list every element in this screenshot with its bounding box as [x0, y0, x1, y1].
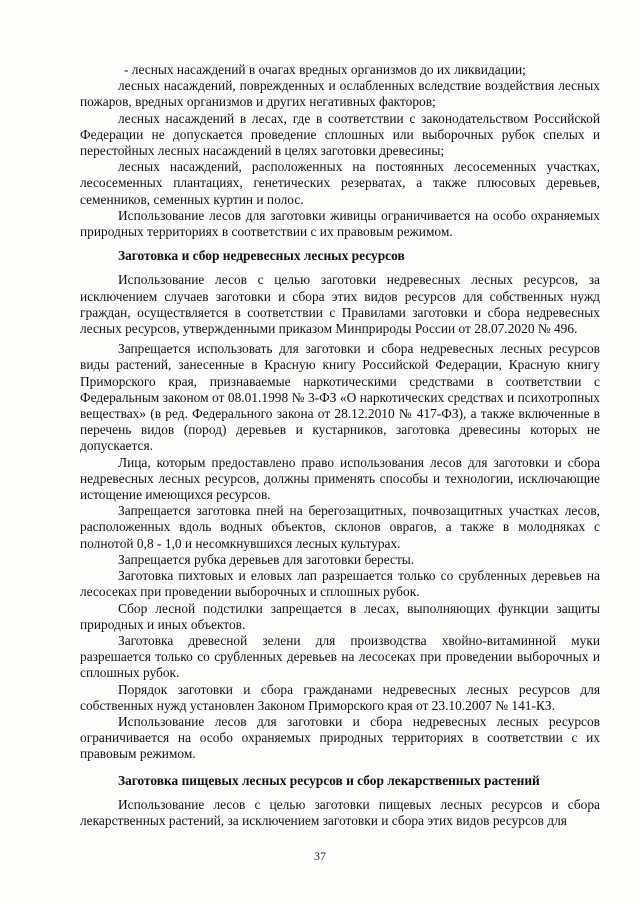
- paragraph-middle-6: Заготовка пихтовых и еловых лап разрешается только со срубленных деревьев на лесосеках при проведении выборочных и сплошных рубок.: [80, 568, 600, 600]
- paragraph-middle-5: Запрещается рубка деревьев для заготовки бересты.: [118, 551, 415, 567]
- paragraph-middle-2: Запрещается использовать для заготовки и сбора недревесных лесных ресурсов виды растений, занесенные в Красную книгу Российской Федерации, Красную книгу Приморского края, признаваемые наркотическими средствами в соответствии с Федеральным законом от 08.01.1998 № 3-ФЗ «О наркотических средствах и психотропных веществах» (в ред. Федерального закона от 28.12.2010 № 417-ФЗ), а также включенные в перечень видов (пород) деревьев и кустарников, заготовка древесины которых не допускается.: [80, 341, 600, 454]
- page-number: 37: [314, 849, 326, 863]
- paragraph-middle-1: Использование лесов с целью заготовки недревесных лесных ресурсов, за исключением случаев заготовки и сбора этих видов ресурсов для собственных нужд граждан, осуществляется в соответствии с Правилами заготовки и сбора недревесных лесных ресурсов, утвержденными приказом Минприроды России от 28.07.2020 № 496.: [80, 272, 600, 337]
- paragraph-top-5: Использование лесов для заготовки живицы ограничивается на особо охраняемых природных территориях в соответствии с их правовым режимом.: [80, 207, 600, 240]
- paragraph-top-3: лесных насаждений в лесах, где в соответствии с законодательством Российской Федерации не допускается проведение сплошных или выборочных рубок спелых и перестойных лесных насаждений в целях заготовки древесины;: [80, 110, 600, 159]
- paragraph-middle-8: Заготовка древесной зелени для производства хвойно-витаминной муки разрешается только со срубленных деревьев на лесосеках при проведении выборочных и сплошных рубок.: [80, 632, 600, 681]
- paragraph-middle-3: Лица, которым предоставлено право использования лесов для заготовки и сбора недревесных лесных ресурсов, должны применять способы и технологии, исключающие истощение имеющихся ресурсов.: [80, 454, 600, 503]
- paragraph-middle-10: Использование лесов для заготовки и сбора недревесных лесных ресурсов ограничивается на особо охраняемых природных территориях в соответствии с их правовым режимом.: [80, 713, 600, 762]
- paragraph-top-1: - лесных насаждений в очагах вредных организмов до их ликвидации;: [124, 62, 526, 77]
- paragraph-top-4: лесных насаждений, расположенных на постоянных лесосеменных участках, лесосеменных плантациях, генетических резерватах, а также плюсовых деревьев, семенников, семенных куртин и полос.: [80, 159, 600, 207]
- paragraph-middle-7: Сбор лесной подстилки запрещается в лесах, выполняющих функции защиты природных и иных объектов.: [80, 600, 600, 632]
- section-heading-food-resources: Заготовка пищевых лесных ресурсов и сбор лекарственных растений: [118, 772, 540, 788]
- document-body: [80, 62, 600, 829]
- paragraph-middle-4: Запрещается заготовка пней на берегозащитных, почвозащитных участках лесов, расположенных вдоль водных объектов, склонов оврагов, а также в молодняках с полнотой 0,8 - 1,0 и несомкнувшихся лесных культурах.: [80, 503, 600, 551]
- paragraph-middle-9: Порядок заготовки и сбора гражданами недревесных лесных ресурсов для собственных нужд установлен Законом Приморского края от 23.10.2007 № 141-КЗ.: [80, 681, 600, 713]
- paragraph-bottom-1: Использование лесов с целью заготовки пищевых лесных ресурсов и сбора лекарственных растений, за исключением заготовки и сбора этих видов ресурсов для: [80, 796, 600, 828]
- section-heading-non-timber: Заготовка и сбор недревесных лесных ресурсов: [118, 248, 405, 264]
- paragraph-top-2: лесных насаждений, поврежденных и ослабленных вследствие воздействия лесных пожаров, вредных организмов и других негативных факторов;: [80, 78, 600, 110]
